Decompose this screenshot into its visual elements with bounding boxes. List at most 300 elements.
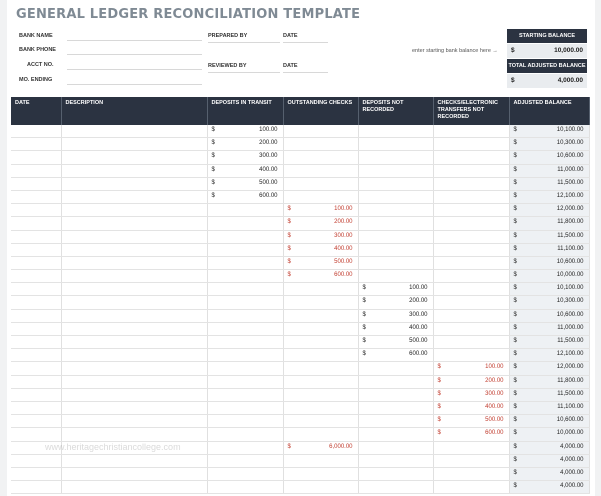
deposits-in-transit-cell[interactable] [207,243,283,256]
description-cell[interactable] [61,138,207,151]
adjusted-balance-cell [509,336,589,349]
total-adjusted-balance-header: TOTAL ADJUSTED BALANCE [507,59,587,73]
checks-not-recorded-cell[interactable] [433,362,509,375]
date-cell[interactable] [11,309,61,322]
date-cell[interactable] [11,401,61,414]
adjusted-balance-cell [509,309,589,322]
currency-symbol: $ [513,219,517,226]
deposits-not-recorded-cell[interactable] [358,309,433,322]
amount-value: 300.00 [334,232,353,239]
watermark-text: www.heritagechristiancollege.com [45,442,181,452]
deposits-in-transit-cell[interactable] [207,375,283,388]
date-cell[interactable] [11,125,61,138]
outstanding-checks-cell[interactable] [283,256,358,269]
adjusted-balance-cell [509,125,589,138]
deposits-in-transit-cell[interactable] [207,190,283,203]
checks-not-recorded-cell[interactable] [433,388,509,401]
description-cell[interactable] [61,362,207,375]
outstanding-checks-cell[interactable] [283,125,358,138]
currency-symbol: $ [437,430,441,437]
adjusted-balance-cell [509,243,589,256]
date-cell[interactable] [11,283,61,296]
date-cell[interactable] [11,217,61,230]
deposits-not-recorded-cell[interactable] [358,190,433,203]
outstanding-checks-cell[interactable] [283,190,358,203]
date-cell[interactable] [11,322,61,335]
amount-value: 200.00 [259,140,278,147]
outstanding-checks-cell[interactable] [283,283,358,296]
deposits-in-transit-cell[interactable] [207,428,283,441]
starting-balance-hint: enter starting bank balance here → [412,48,498,54]
date-cell[interactable] [11,481,61,494]
table-row [11,375,589,388]
currency-symbol: $ [287,232,291,239]
checks-not-recorded-cell[interactable] [433,375,509,388]
deposits-in-transit-cell[interactable] [207,270,283,283]
date-cell[interactable] [11,243,61,256]
outstanding-checks-cell[interactable] [283,467,358,480]
date-cell[interactable] [11,270,61,283]
bank-phone-field[interactable] [67,54,202,55]
deposits-not-recorded-cell[interactable] [358,362,433,375]
amount-value: 400.00 [259,166,278,173]
description-cell[interactable] [61,177,207,190]
col-deposits-not-recorded: DEPOSITS NOT RECORDED [358,97,433,125]
deposits-in-transit-cell[interactable] [207,388,283,401]
currency-symbol: $ [437,417,441,424]
description-cell[interactable] [61,349,207,362]
date-cell[interactable] [11,362,61,375]
deposits-in-transit-cell[interactable] [207,441,283,454]
checks-not-recorded-cell[interactable] [433,415,509,428]
checks-not-recorded-cell[interactable] [433,283,509,296]
deposits-not-recorded-cell[interactable] [358,322,433,335]
amount-value: 200.00 [409,298,428,305]
deposits-in-transit-cell[interactable] [207,151,283,164]
description-cell[interactable] [61,190,207,203]
ledger-page [7,0,595,496]
checks-not-recorded-cell[interactable] [433,454,509,467]
adjusted-balance-cell [509,349,589,362]
description-cell[interactable] [61,481,207,494]
checks-not-recorded-cell[interactable] [433,177,509,190]
description-cell[interactable] [61,270,207,283]
table-row [11,349,589,362]
outstanding-checks-cell[interactable] [283,362,358,375]
amount-value: 600.00 [409,351,428,358]
starting-balance-header: STARTING BALANCE [507,29,587,43]
amount-value: 10,000.00 [556,272,584,279]
deposits-in-transit-cell[interactable] [207,217,283,230]
checks-not-recorded-cell[interactable] [433,322,509,335]
total-adjusted-balance-box [507,74,587,88]
adjusted-balance-cell [509,296,589,309]
currency-symbol: $ [362,285,366,292]
outstanding-checks-cell[interactable] [283,454,358,467]
deposits-in-transit-cell[interactable] [207,138,283,151]
date-cell[interactable] [11,177,61,190]
amount-value: 12,100.00 [556,192,584,199]
amount-value: 11,500.00 [557,338,584,344]
description-cell[interactable] [61,243,207,256]
description-cell[interactable] [61,388,207,401]
currency-symbol: $ [511,77,515,84]
checks-not-recorded-cell[interactable] [433,441,509,454]
description-cell[interactable] [61,428,207,441]
outstanding-checks-cell[interactable] [283,481,358,494]
currency-symbol: $ [211,153,215,160]
deposits-in-transit-cell[interactable] [207,204,283,217]
outstanding-checks-cell[interactable] [283,177,358,190]
currency-symbol: $ [513,153,517,160]
checks-not-recorded-cell[interactable] [433,243,509,256]
table-row [11,190,589,203]
outstanding-checks-cell[interactable] [283,230,358,243]
description-cell[interactable] [61,283,207,296]
deposits-not-recorded-cell[interactable] [358,481,433,494]
date-cell[interactable] [11,204,61,217]
outstanding-checks-cell[interactable] [283,151,358,164]
date-cell[interactable] [11,256,61,269]
deposits-not-recorded-cell[interactable] [358,283,433,296]
checks-not-recorded-cell[interactable] [433,296,509,309]
deposits-not-recorded-cell[interactable] [358,217,433,230]
description-cell[interactable] [61,415,207,428]
deposits-in-transit-cell[interactable] [207,401,283,414]
date-cell[interactable] [11,296,61,309]
table-row [11,283,589,296]
amount-value: 10,300.00 [556,298,584,305]
currency-symbol: $ [513,166,517,173]
adjusted-balance-cell [509,415,589,428]
currency-symbol: $ [437,390,441,397]
deposits-in-transit-cell[interactable] [207,362,283,375]
description-cell[interactable] [61,467,207,480]
adjusted-balance-cell [509,230,589,243]
deposits-in-transit-cell[interactable] [207,177,283,190]
currency-symbol: $ [211,192,215,199]
outstanding-checks-cell[interactable] [283,322,358,335]
amount-value: 4,000.00 [560,456,584,463]
currency-symbol: $ [513,483,517,490]
amount-value: 200.00 [334,219,353,226]
acct-no-label: ACCT NO. [27,62,54,68]
currency-symbol: $ [513,127,517,133]
currency-symbol: $ [362,311,366,318]
deposits-in-transit-cell[interactable] [207,349,283,362]
date-cell[interactable] [11,138,61,151]
amount-value: 10,600.00 [556,153,584,160]
table-row [11,151,589,164]
deposits-in-transit-cell[interactable] [207,336,283,349]
outstanding-checks-cell[interactable] [283,349,358,362]
deposits-not-recorded-cell[interactable] [358,336,433,349]
deposits-not-recorded-cell[interactable] [358,467,433,480]
amount-value: 4,000.00 [560,443,584,450]
deposits-not-recorded-cell[interactable] [358,125,433,138]
table-row [11,467,589,480]
acct-no-field[interactable] [67,69,202,70]
outstanding-checks-cell[interactable] [283,217,358,230]
amount-value: 11,100.00 [557,245,584,252]
deposits-not-recorded-cell[interactable] [358,151,433,164]
outstanding-checks-cell[interactable] [283,138,358,151]
deposits-not-recorded-cell[interactable] [358,415,433,428]
checks-not-recorded-cell[interactable] [433,204,509,217]
description-cell[interactable] [61,454,207,467]
outstanding-checks-cell[interactable] [283,164,358,177]
date-cell[interactable] [11,190,61,203]
adjusted-balance-cell [509,217,589,230]
amount-value: 11,500.00 [557,179,584,186]
description-cell[interactable] [61,217,207,230]
currency-symbol: $ [362,351,366,358]
table-row [11,256,589,269]
date-cell[interactable] [11,230,61,243]
deposits-in-transit-cell[interactable] [207,164,283,177]
description-cell[interactable] [61,164,207,177]
description-cell[interactable] [61,204,207,217]
deposits-not-recorded-cell[interactable] [358,138,433,151]
date-cell[interactable] [11,336,61,349]
currency-symbol: $ [513,192,517,199]
deposits-not-recorded-cell[interactable] [358,243,433,256]
amount-value: 12,000.00 [556,364,584,371]
amount-value: 10,000.00 [556,430,584,437]
deposits-in-transit-cell[interactable] [207,230,283,243]
amount-value: 500.00 [409,338,428,344]
currency-symbol: $ [511,47,515,54]
deposits-in-transit-cell[interactable] [207,481,283,494]
checks-not-recorded-cell[interactable] [433,164,509,177]
amount-value: 6,000.00 [329,443,353,450]
amount-value: 300.00 [485,390,504,397]
checks-not-recorded-cell[interactable] [433,125,509,138]
table-row [11,230,589,243]
amount-value: 500.00 [334,258,353,265]
date-cell[interactable] [11,388,61,401]
mo-ending-field[interactable] [67,84,202,85]
currency-symbol: $ [513,469,517,476]
col-deposits-in-transit: DEPOSITS IN TRANSIT [207,97,283,125]
checks-not-recorded-cell[interactable] [433,309,509,322]
amount-value: 10,300.00 [556,140,584,147]
amount-value: 4,000.00 [560,469,584,476]
outstanding-checks-cell[interactable] [283,336,358,349]
deposits-not-recorded-cell[interactable] [358,256,433,269]
ledger-header-row [11,97,589,125]
col-checks-not-recorded: CHECKS/ELECTRONIC TRANSFERS NOT RECORDED [433,97,509,125]
currency-symbol: $ [287,245,291,252]
reviewed-by-field[interactable] [208,72,280,73]
currency-symbol: $ [513,298,517,305]
date-cell[interactable] [11,151,61,164]
adjusted-balance-cell [509,256,589,269]
amount-value: 300.00 [259,153,278,160]
outstanding-checks-cell[interactable] [283,204,358,217]
adjusted-balance-cell [509,204,589,217]
reviewed-date-field[interactable] [283,72,328,73]
date-cell[interactable] [11,454,61,467]
checks-not-recorded-cell[interactable] [433,270,509,283]
deposits-in-transit-cell[interactable] [207,125,283,138]
currency-symbol: $ [437,403,441,410]
deposits-not-recorded-cell[interactable] [358,204,433,217]
deposits-not-recorded-cell[interactable] [358,375,433,388]
description-cell[interactable] [61,296,207,309]
checks-not-recorded-cell[interactable] [433,230,509,243]
adjusted-balance-cell [509,441,589,454]
checks-not-recorded-cell[interactable] [433,138,509,151]
deposits-not-recorded-cell[interactable] [358,428,433,441]
amount-value: 600.00 [334,272,353,279]
amount-value: 200.00 [485,377,504,384]
description-cell[interactable] [61,401,207,414]
description-cell[interactable] [61,375,207,388]
description-cell[interactable] [61,336,207,349]
deposits-in-transit-cell[interactable] [207,309,283,322]
currency-symbol: $ [513,206,517,213]
checks-not-recorded-cell[interactable] [433,336,509,349]
reviewed-date-label: DATE [283,63,298,69]
checks-not-recorded-cell[interactable] [433,481,509,494]
amount-value: 10,600.00 [556,311,584,318]
deposits-in-transit-cell[interactable] [207,256,283,269]
col-outstanding-checks: OUTSTANDING CHECKS [283,97,358,125]
table-row [11,177,589,190]
currency-symbol: $ [211,179,215,186]
currency-symbol: $ [362,324,366,331]
deposits-in-transit-cell[interactable] [207,415,283,428]
currency-symbol: $ [362,338,366,344]
col-date: DATE [11,97,61,125]
outstanding-checks-cell[interactable] [283,428,358,441]
bank-name-label: BANK NAME [19,33,53,39]
outstanding-checks-cell[interactable] [283,415,358,428]
outstanding-checks-cell[interactable] [283,441,358,454]
currency-symbol: $ [513,351,517,358]
adjusted-balance-cell [509,454,589,467]
table-row [11,138,589,151]
description-cell[interactable] [61,230,207,243]
outstanding-checks-cell[interactable] [283,296,358,309]
table-row [11,322,589,335]
checks-not-recorded-cell[interactable] [433,401,509,414]
starting-balance-input[interactable] [507,44,587,58]
deposits-not-recorded-cell[interactable] [358,349,433,362]
prepared-date-field[interactable] [283,42,328,43]
bank-phone-label: BANK PHONE [19,47,56,53]
deposits-in-transit-cell[interactable] [207,296,283,309]
prepared-by-label: PREPARED BY [208,33,248,39]
outstanding-checks-cell[interactable] [283,243,358,256]
date-cell[interactable] [11,467,61,480]
adjusted-balance-cell [509,164,589,177]
currency-symbol: $ [513,364,517,371]
adjusted-balance-cell [509,151,589,164]
deposits-not-recorded-cell[interactable] [358,177,433,190]
currency-symbol: $ [362,298,366,305]
table-row [11,388,589,401]
checks-not-recorded-cell[interactable] [433,467,509,480]
table-row [11,454,589,467]
currency-symbol: $ [513,443,517,450]
deposits-not-recorded-cell[interactable] [358,454,433,467]
adjusted-balance-cell [509,322,589,335]
total-adjusted-balance-value: 4,000.00 [557,77,583,84]
description-cell[interactable] [61,256,207,269]
currency-symbol: $ [513,245,517,252]
table-row [11,270,589,283]
deposits-not-recorded-cell[interactable] [358,441,433,454]
checks-not-recorded-cell[interactable] [433,428,509,441]
description-cell[interactable] [61,125,207,138]
checks-not-recorded-cell[interactable] [433,217,509,230]
table-row [11,164,589,177]
amount-value: 11,000.00 [557,324,584,331]
checks-not-recorded-cell[interactable] [433,349,509,362]
outstanding-checks-cell[interactable] [283,375,358,388]
amount-value: 4,000.00 [560,483,584,490]
date-cell[interactable] [11,428,61,441]
outstanding-checks-cell[interactable] [283,309,358,322]
deposits-not-recorded-cell[interactable] [358,164,433,177]
table-row [11,362,589,375]
currency-symbol: $ [437,377,441,384]
amount-value: 10,600.00 [556,258,584,265]
deposits-not-recorded-cell[interactable] [358,270,433,283]
deposits-in-transit-cell[interactable] [207,322,283,335]
amount-value: 600.00 [485,430,504,437]
bank-name-field[interactable] [67,40,202,41]
checks-not-recorded-cell[interactable] [433,151,509,164]
adjusted-balance-cell [509,388,589,401]
deposits-not-recorded-cell[interactable] [358,401,433,414]
starting-balance-value: 10,000.00 [554,47,583,54]
currency-symbol: $ [287,219,291,226]
deposits-not-recorded-cell[interactable] [358,388,433,401]
currency-symbol: $ [513,324,517,331]
outstanding-checks-cell[interactable] [283,270,358,283]
deposits-not-recorded-cell[interactable] [358,230,433,243]
deposits-in-transit-cell[interactable] [207,467,283,480]
date-cell[interactable] [11,164,61,177]
amount-value: 11,800.00 [557,219,584,226]
outstanding-checks-cell[interactable] [283,388,358,401]
deposits-not-recorded-cell[interactable] [358,296,433,309]
currency-symbol: $ [211,166,215,173]
deposits-in-transit-cell[interactable] [207,454,283,467]
date-cell[interactable] [11,415,61,428]
amount-value: 100.00 [485,364,504,371]
checks-not-recorded-cell[interactable] [433,190,509,203]
prepared-by-field[interactable] [208,42,280,43]
description-cell[interactable] [61,151,207,164]
deposits-in-transit-cell[interactable] [207,283,283,296]
table-row [11,125,589,138]
adjusted-balance-cell [509,283,589,296]
outstanding-checks-cell[interactable] [283,401,358,414]
description-cell[interactable] [61,309,207,322]
date-cell[interactable] [11,349,61,362]
date-cell[interactable] [11,375,61,388]
amount-value: 300.00 [409,311,428,318]
description-cell[interactable] [61,322,207,335]
checks-not-recorded-cell[interactable] [433,256,509,269]
currency-symbol: $ [513,390,517,397]
reviewed-by-label: REVIEWED BY [208,63,247,69]
currency-symbol: $ [513,403,517,410]
